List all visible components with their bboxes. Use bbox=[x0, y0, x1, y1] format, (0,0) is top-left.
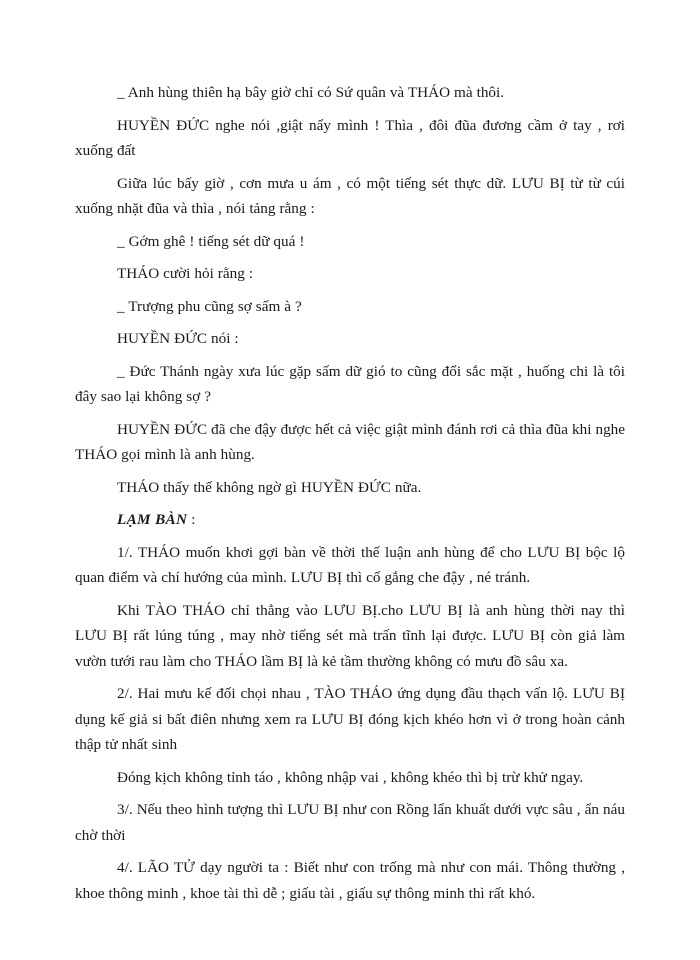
section-heading-colon: : bbox=[187, 511, 196, 528]
section-heading-label: LẠM BÀN bbox=[117, 511, 188, 528]
paragraph: Giữa lúc bấy giờ , cơn mưa u ám , có một tiếng sét thực dữ. LƯU BỊ từ từ cúi xuống nhặt đũa và thìa , nói tảng rằng : bbox=[75, 174, 625, 217]
paragraph: HUYỀN ĐỨC nói : bbox=[117, 330, 239, 347]
paragraph: _ Đức Thánh ngày xưa lúc gặp sấm dữ gió to cũng đổi sắc mặt , huống chi là tôi đây sao lại không sợ ? bbox=[75, 362, 625, 405]
paragraph: _ Anh hùng thiên hạ bây giờ chỉ có Sứ quân và THÁO mà thôi. bbox=[117, 84, 505, 101]
commentary-item: 4/. LÃO TỬ dạy người ta : Biết như con trống mà như con mái. Thông thường , khoe thông minh , khoe tài thì dễ ; giấu tài , giấu sự thông minh thì rất khó. bbox=[75, 859, 625, 902]
paragraph: THÁO thấy thế không ngờ gì HUYỀN ĐỨC nữa. bbox=[117, 478, 422, 496]
commentary-item: 2/. Hai mưu kế đối chọi nhau , TÀO THÁO ứng dụng đầu thạch vấn lộ. LƯU BỊ dụng kế giả si bất điên nhưng xem ra LƯU BỊ đóng kịch khéo hơn vì ở trong hoàn cảnh thập tử nhất sinh bbox=[75, 685, 625, 753]
paragraph: _ Trượng phu cũng sợ sấm à ? bbox=[117, 297, 302, 315]
commentary-item: Đóng kịch không tỉnh táo , không nhập vai , không khéo thì bị trừ khử ngay. bbox=[117, 768, 584, 786]
paragraph: HUYỀN ĐỨC đã che đậy được hết cả việc giật mình đánh rơi cả thìa đũa khi nghe THÁO gọi mình là anh hùng. bbox=[75, 420, 625, 463]
paragraph: THÁO cười hỏi rằng : bbox=[117, 265, 254, 282]
section-heading bbox=[75, 507, 625, 533]
text-column bbox=[75, 80, 625, 906]
paragraph: HUYỀN ĐỨC nghe nói ,giật nẩy mình ! Thìa , đôi đũa đương cầm ở tay , rơi xuống đất bbox=[75, 116, 625, 159]
paragraph: _ Gớm ghê ! tiếng sét dữ quá ! bbox=[117, 232, 305, 250]
commentary-item: 3/. Nếu theo hình tượng thì LƯU BỊ như con Rồng lẩn khuất dưới vực sâu , ẩn náu chờ thời bbox=[75, 801, 625, 844]
commentary-item: 1/. THÁO muốn khơi gợi bàn về thời thế luận anh hùng để cho LƯU BỊ bộc lộ quan điểm và chí hướng của mình. LƯU BỊ thì cố gắng che đậy , né tránh. bbox=[75, 543, 625, 586]
commentary-item: Khi TÀO THÁO chỉ thẳng vào LƯU BỊ.cho LƯU BỊ là anh hùng thời nay thì LƯU BỊ rất lúng túng , may nhờ tiếng sét mà trấn tĩnh lại được. LƯU BỊ còn giả làm vườn tưới rau làm cho THÁO lầm BỊ là kẻ tầm thường không có mưu đồ sâu xa. bbox=[75, 601, 625, 670]
